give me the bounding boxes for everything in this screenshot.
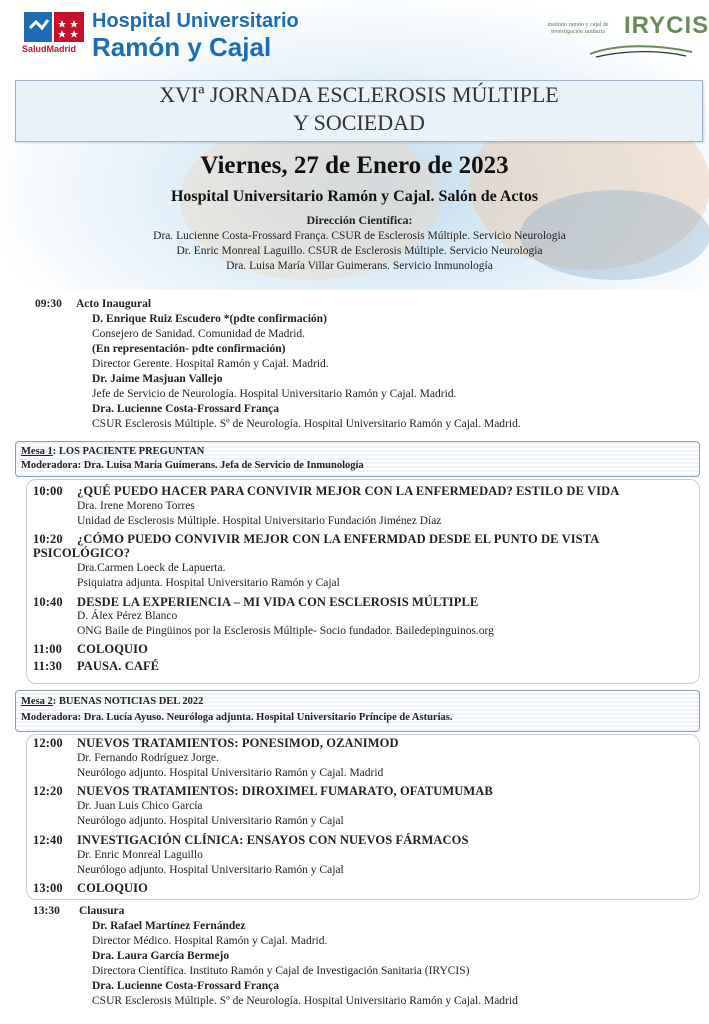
- speaker-role: Director Gerente. Hospital Ramón y Cajal. Madrid.: [92, 358, 329, 370]
- speaker-name: D. Álex Pérez Blanco: [77, 610, 178, 622]
- session-title: DESDE LA EXPERIENCIA – MI VIDA CON ESCLEROSIS MÚLTIPLE: [77, 595, 479, 609]
- salud-madrid-logo: [24, 12, 84, 42]
- session-time: 10:40: [33, 595, 63, 609]
- closing-title: Clausura: [79, 905, 125, 917]
- session-time: 13:00: [33, 881, 63, 895]
- closing-time: 13:30: [33, 905, 60, 917]
- direccion-title: Dirección Científica:: [306, 213, 413, 227]
- direccion-line: Dr. Enric Monreal Laguillo. CSUR de Esclerosis Múltiple. Servicio Neurologia: [176, 245, 543, 257]
- irycis-logo: [532, 12, 709, 62]
- event-title-box: [15, 80, 703, 142]
- session-time: 10:20: [33, 532, 63, 546]
- hospital-name-line1: Hospital Universitario: [92, 10, 299, 32]
- event-title-line2: Y SOCIEDAD: [293, 110, 425, 135]
- session-time: 11:30: [33, 659, 62, 673]
- session-time: 12:40: [33, 833, 63, 847]
- mesa2-header: [15, 690, 700, 732]
- session-title: NUEVOS TRATAMIENTOS: DIROXIMEL FUMARATO, OFATUMUMAB: [77, 784, 493, 798]
- session-title: NUEVOS TRATAMIENTOS: PONESIMOD, OZANIMOD: [77, 736, 399, 750]
- irycis-name: IRYCIS: [624, 12, 709, 39]
- salud-madrid-label: SaludMadrid: [22, 44, 77, 54]
- speaker-role: Neurólogo adjunto. Hospital Universitario Ramón y Cajal: [77, 815, 344, 827]
- speaker-role: Unidad de Esclerosis Múltiple. Hospital Universitario Fundación Jiménez Díaz: [77, 515, 442, 527]
- speaker-name: Dra. Irene Moreno Torres: [77, 500, 195, 512]
- session-time: 10:00: [33, 484, 63, 498]
- speaker-role: CSUR Esclerosis Múltiple. Sº de Neurología. Hospital Universitario Ramón y Cajal. Madrid: [92, 995, 518, 1007]
- speaker-role: Directora Científica. Instituto Ramón y Cajal de Investigación Sanitaria (IRYCIS): [92, 965, 470, 977]
- mesa1-header: [15, 441, 700, 477]
- session-title: ¿CÓMO PUEDO CONVIVIR MEJOR CON LA ENFERMDAD DESDE EL PUNTO DE VISTA: [77, 532, 600, 546]
- mesa2-label: Mesa 2: [21, 696, 53, 707]
- hospital-name-line2: Ramón y Cajal: [92, 32, 272, 62]
- speaker-note: (En representación- pdte confirmación): [92, 343, 286, 355]
- mesa2-title: : BUENAS NOTICIAS DEL 2022: [52, 696, 204, 707]
- speaker-role: Jefe de Servicio de Neurología. Hospital Universitario Ramón y Cajal. Madrid.: [92, 388, 457, 400]
- speaker-role: Director Médico. Hospital Ramón y Cajal. Madrid.: [92, 935, 328, 947]
- opening-title: Acto Inaugural: [76, 298, 152, 310]
- session-title: INVESTIGACIÓN CLÍNICA: ENSAYOS CON NUEVOS FÁRMACOS: [77, 833, 469, 847]
- speaker-role: Psiquiatra adjunta. Hospital Universitario Ramón y Cajal: [77, 577, 340, 589]
- speaker-name: Dra. Laura García Bermejo: [92, 950, 230, 962]
- event-date: Viernes, 27 de Enero de 2023: [200, 152, 509, 179]
- session-title: COLOQUIO: [77, 642, 148, 656]
- irycis-swoosh-icon: [586, 42, 696, 60]
- session-title: PAUSA. CAFÉ: [77, 659, 160, 673]
- speaker-name: Dr. Enric Monreal Laguillo: [77, 849, 203, 861]
- mesa2-title-line: [21, 696, 203, 707]
- speaker-name: Dra. Lucienne Costa-Frossard França: [92, 403, 279, 415]
- opening-time: 09:30: [35, 298, 62, 310]
- speaker-name: Dra.Carmen Loeck de Lapuerta.: [77, 562, 226, 574]
- speaker-name: Dr. Rafael Martínez Fernández: [92, 920, 246, 932]
- mesa1-label: Mesa 1: [21, 446, 53, 457]
- mesa2-moderator: Moderadora: Dra. Lucía Ayuso. Neuróloga adjunta. Hospital Universitario Príncipe de Asturias.: [21, 712, 453, 723]
- session-title: ¿QUÉ PUEDO HACER PARA CONVIVIR MEJOR CON LA ENFERMEDAD? ESTILO DE VIDA: [77, 484, 620, 498]
- speaker-role: Neurólogo adjunto. Hospital Universitario Ramón y Cajal: [77, 864, 344, 876]
- speaker-role: Neurólogo adjunto. Hospital Universitario Ramón y Cajal. Madrid: [77, 767, 384, 779]
- speaker-name: Dr. Juan Luis Chico García: [77, 800, 203, 812]
- speaker-role: ONG Baile de Pingüinos por la Esclerosis Múltiple- Socio fundador. Bailedepinguinos.org: [77, 625, 494, 637]
- session-title-cont: PSICOLÓGICO?: [33, 546, 131, 560]
- mesa1-title-line: [21, 446, 204, 457]
- hospital-logo: [20, 8, 310, 60]
- direccion-line: Dra. Luisa María Villar Guimerans. Servicio Inmunología: [226, 260, 493, 272]
- speaker-name: Dra. Lucienne Costa-Frossard França: [92, 980, 279, 992]
- session-time: 12:00: [33, 736, 63, 750]
- session-title: COLOQUIO: [77, 881, 148, 895]
- mesa1-title: : LOS PACIENTE PREGUNTAN: [52, 446, 205, 457]
- session-time: 12:20: [33, 784, 63, 798]
- speaker-role: Consejero de Sanidad. Comunidad de Madrid.: [92, 328, 306, 340]
- mesa1-moderator: Moderadora: Dra. Luisa María Guimerans. Jefa de Servicio de Inmunología: [21, 460, 364, 471]
- irycis-subtitle: instituto ramón y cajal de investigación sanitaria: [547, 22, 609, 35]
- event-venue: Hospital Universitario Ramón y Cajal. Salón de Actos: [170, 188, 539, 205]
- speaker-name: Dr. Jaime Masjuan Vallejo: [92, 373, 223, 385]
- speaker-name: Dr. Fernando Rodríguez Jorge.: [77, 752, 219, 764]
- session-time: 11:00: [33, 642, 62, 656]
- event-title-line1: XVIª JORNADA ESCLEROSIS MÚLTIPLE: [159, 82, 559, 107]
- speaker-role: CSUR Esclerosis Múltiple. Sº de Neurología. Hospital Universitario Ramón y Cajal. Madrid.: [92, 418, 521, 430]
- speaker-name: D. Enrique Ruiz Escudero *(pdte confirmación): [92, 313, 327, 325]
- direccion-line: Dra. Lucienne Costa-Frossard França. CSUR de Esclerosis Múltiple. Servicio Neurologia: [153, 230, 566, 242]
